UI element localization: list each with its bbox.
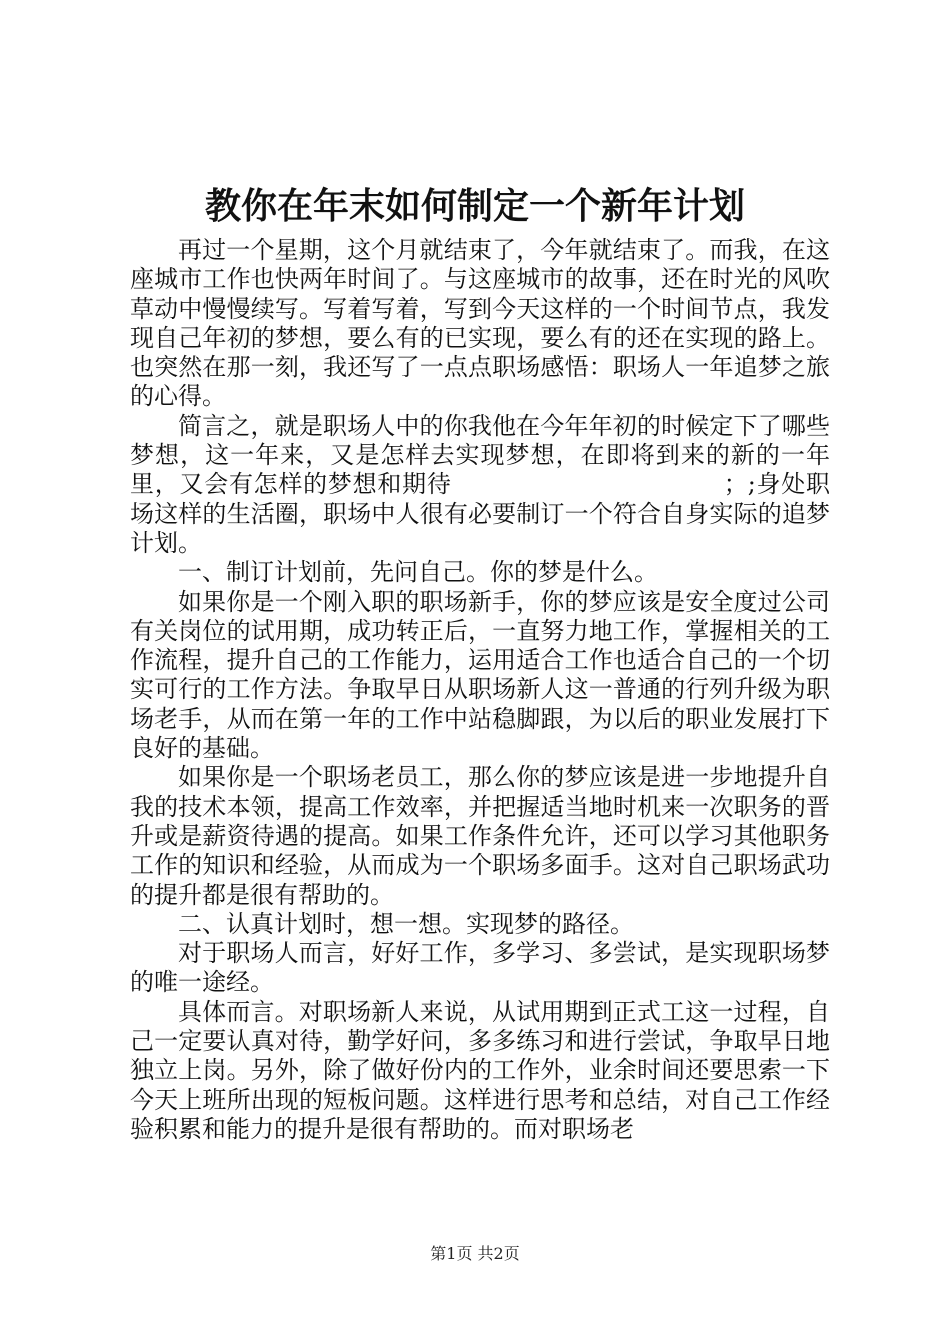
paragraph-summary: 简言之，就是职场人中的你我他在今年年初的时候定下了哪些梦想，这一年来，又是怎样去实现梦想，在即将到来的新的一年里，又会有怎样的梦想和期待 ；;身处职场这样的生活圈，职场中人很有必要制订一个符合自身实际的追梦计划。 — [130, 411, 830, 557]
paragraph-new-employee: 如果你是一个刚入职的职场新手，你的梦应该是安全度过公司有关岗位的试用期，成功转正后，一直努力地工作，掌握相关的工作流程，提升自己的工作能力，运用适合工作也适合自己的一个切实可行的工作方法。争取早日从职场新人这一普通的行列升级为职场老手，从而在第一年的工作中站稳脚跟，为以后的职业发展打下良好的基础。 — [130, 587, 830, 763]
paragraph-intro: 再过一个星期，这个月就结束了，今年就结束了。而我，在这座城市工作也快两年时间了。与这座城市的故事，还在时光的风吹草动中慢慢续写。写着写着，写到今天这样的一个时间节点，我发现自己年初的梦想，要么有的已实现，要么有的还在实现的路上。也突然在那一刻，我还写了一点点职场感悟：职场人一年追梦之旅的心得。 — [130, 236, 830, 411]
section-heading-1: 一、制订计划前，先问自己。你的梦是什么。 — [178, 558, 658, 587]
paragraph-senior-employee: 如果你是一个职场老员工，那么你的梦应该是进一步地提升自我的技术本领，提高工作效率，并把握适当地时机来一次职务的晋升或是薪资待遇的提高。如果工作条件允许，还可以学习其他职务工作的知识和经验，从而成为一个职场多面手。这对自己职场武功的提升都是很有帮助的。 — [130, 763, 830, 909]
document-body — [130, 236, 830, 1144]
section-heading-2: 二、认真计划时，想一想。实现梦的路径。 — [178, 909, 634, 938]
paragraph-specifics: 具体而言。对职场新人来说，从试用期到正式工这一过程，自己一定要认真对待，勤学好问，多多练习和进行尝试，争取早日地独立上岗。另外，除了做好份内的工作外，业余时间还要思索一下今天上班所出现的短板问题。这样进行思考和总结，对自己工作经验积累和能力的提升是很有帮助的。而对职场老 — [130, 997, 830, 1143]
paragraph-path: 对于职场人而言，好好工作，多学习、多尝试，是实现职场梦的唯一途经。 — [130, 939, 830, 997]
page-footer: 第1页 共2页 — [430, 1244, 520, 1263]
document-title: 教你在年末如何制定一个新年计划 — [204, 185, 745, 227]
